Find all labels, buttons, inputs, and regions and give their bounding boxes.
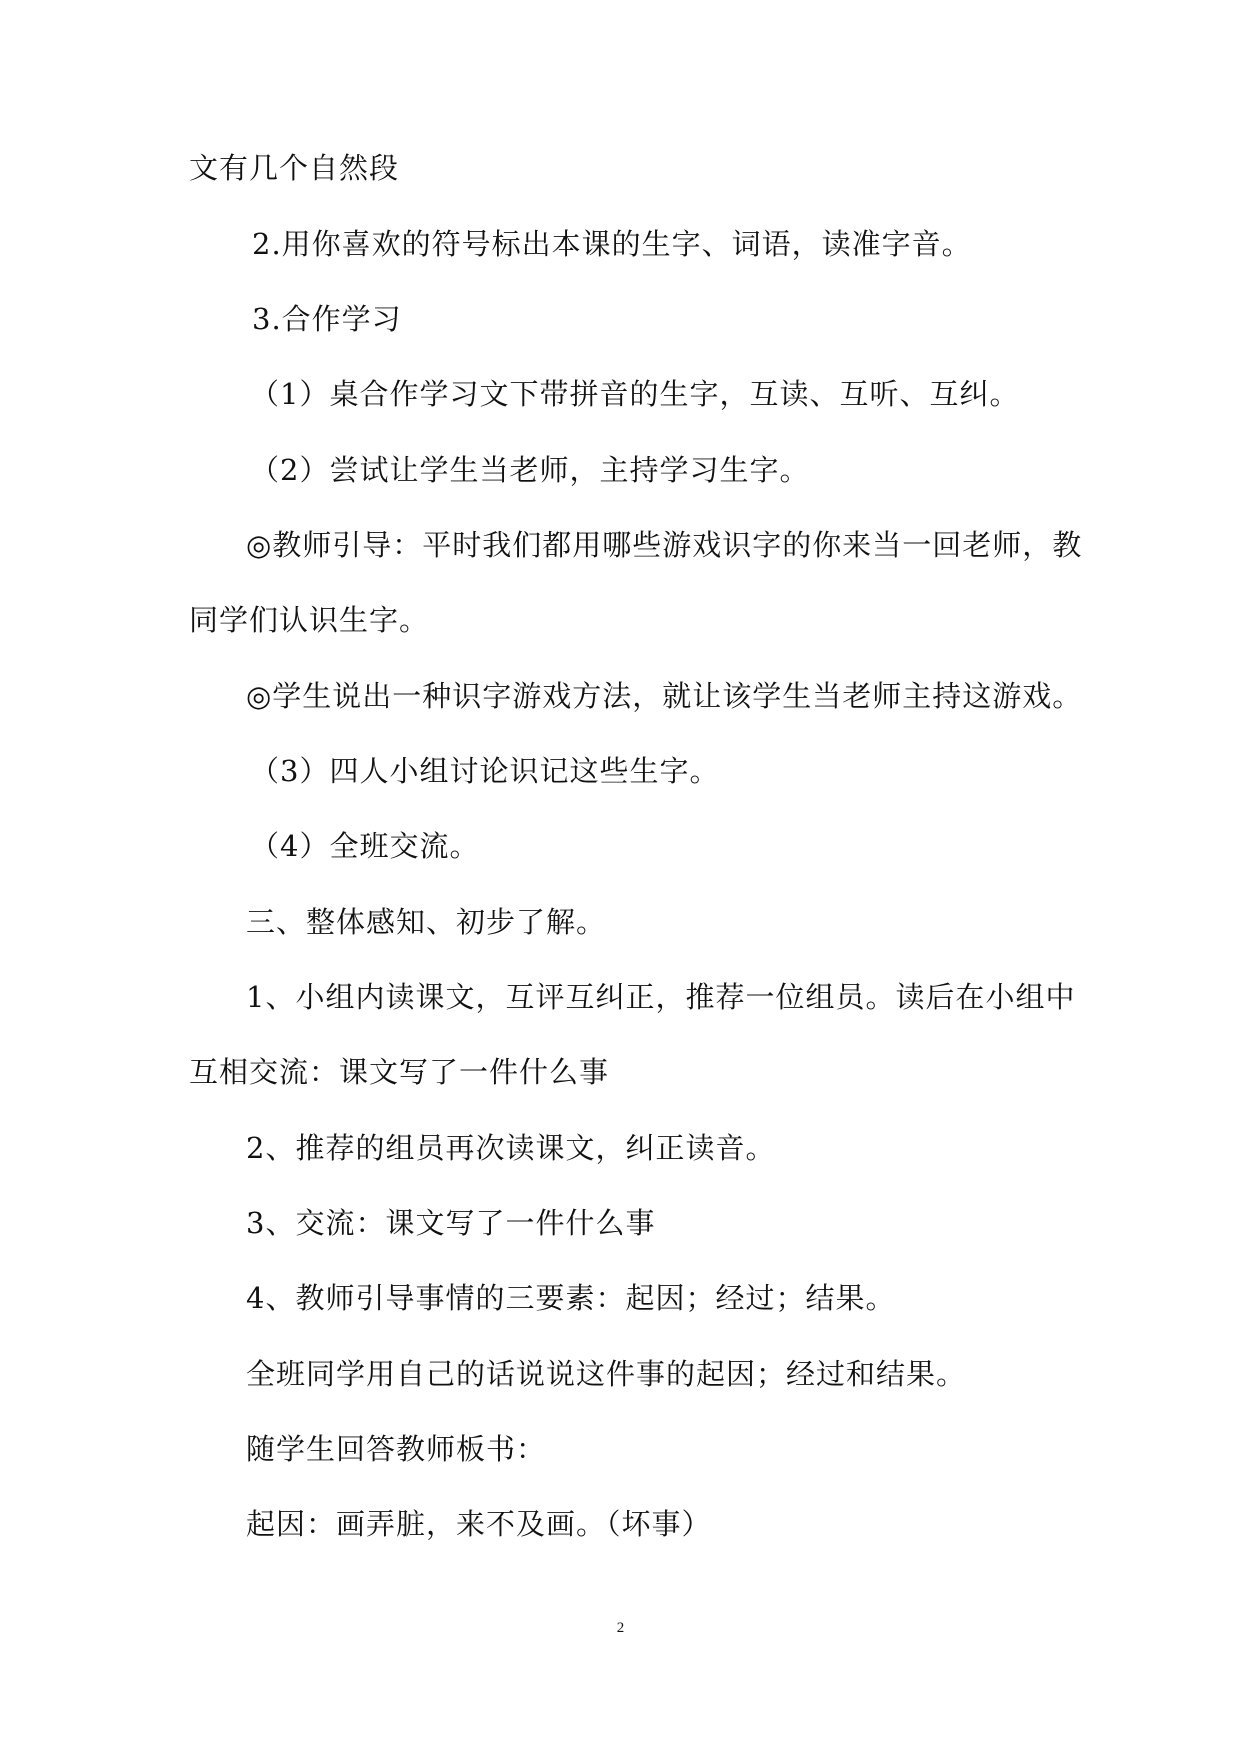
text-line: ◎学生说出一种识字游戏方法，就让该学生当老师主持这游戏。	[246, 679, 1083, 713]
page-number: 2	[616, 1620, 625, 1636]
text-line: 全班同学用自己的话说说这件事的起因；经过和结果。	[246, 1357, 967, 1391]
text-line: 互相交流：课文写了一件什么事	[189, 1055, 610, 1089]
text-line: ◎教师引导：平时我们都用哪些游戏识字的你来当一回老师，教	[246, 528, 1083, 562]
text-line: 4、教师引导事情的三要素：起因；经过；结果。	[246, 1281, 896, 1315]
text-line: 起因：画弄脏，来不及画。（坏事）	[246, 1507, 712, 1541]
text-line: 1、小组内读课文，互评互纠正，推荐一位组员。读后在小组中	[246, 980, 1076, 1014]
text-line: 三、整体感知、初步了解。	[246, 905, 607, 939]
text-line: 2.用你喜欢的符号标出本课的生字、词语，读准字音。	[252, 227, 972, 261]
text-line: 3、交流：课文写了一件什么事	[246, 1206, 656, 1240]
text-line: （4）全班交流。	[250, 829, 480, 863]
text-line: 随学生回答教师板书：	[246, 1432, 547, 1466]
text-line: 文有几个自然段	[189, 151, 400, 185]
text-line: （3）四人小组讨论识记这些生字。	[250, 754, 720, 788]
text-line: 同学们认识生字。	[189, 603, 430, 637]
text-line: 2、推荐的组员再次读课文，纠正读音。	[246, 1131, 776, 1165]
text-line: （2）尝试让学生当老师，主持学习生字。	[250, 453, 810, 487]
text-line: 3.合作学习	[252, 302, 402, 336]
text-line: （1）桌合作学习文下带拼音的生字，互读、互听、互纠。	[250, 377, 1020, 411]
